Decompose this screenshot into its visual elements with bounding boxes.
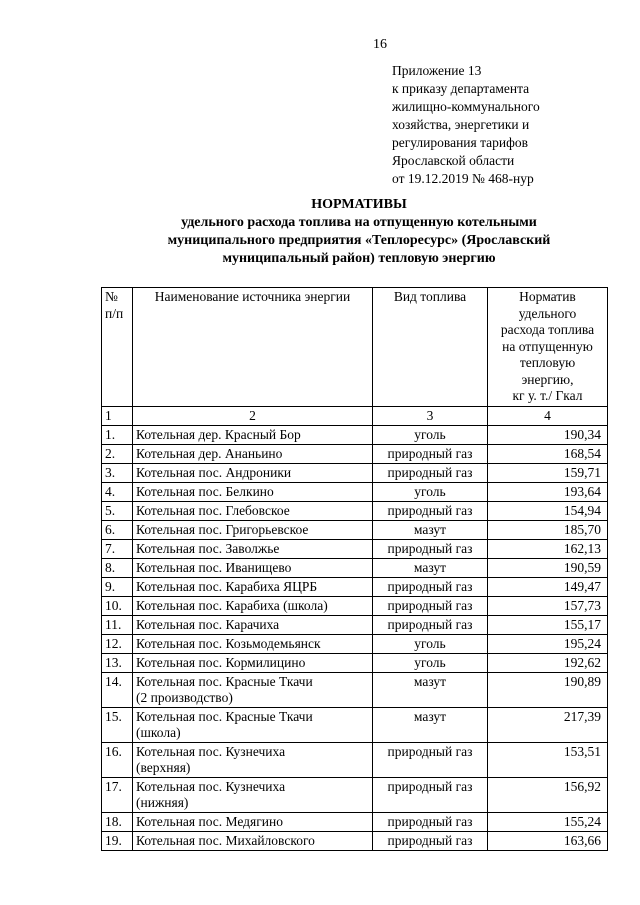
- row-source-name: [133, 831, 373, 850]
- row-source-name: [133, 577, 373, 596]
- appendix-line: от 19.12.2019 № 468-нур: [392, 171, 534, 186]
- table-row: [102, 444, 608, 463]
- row-source-name: [133, 672, 373, 707]
- row-source-name: [133, 707, 373, 742]
- header-norm-line: кг у. т./ Гкал: [512, 388, 583, 403]
- table-row: [102, 425, 608, 444]
- table-row: [102, 812, 608, 831]
- row-source-name: [133, 615, 373, 634]
- row-source-name-line: Котельная пос. Кузнечиха: [136, 743, 286, 759]
- row-num: 12.: [102, 634, 133, 653]
- table-row: [102, 707, 608, 742]
- row-source-name-line: Котельная пос. Кормилицино: [136, 654, 306, 670]
- row-num: 1.: [102, 425, 133, 444]
- row-fuel-type: уголь: [373, 653, 488, 672]
- row-norm-value: 192,62: [488, 653, 608, 672]
- row-source-name-line: (нижняя): [136, 794, 189, 810]
- table-row: [102, 520, 608, 539]
- row-source-name-line: Котельная пос. Белкино: [136, 483, 274, 499]
- row-num: 14.: [102, 672, 133, 707]
- table-row: [102, 463, 608, 482]
- appendix-line: к приказу департамента: [392, 81, 530, 96]
- row-source-name-line: Котельная дер. Ананьино: [136, 445, 283, 461]
- header-norm-line: на отпущенную: [502, 338, 593, 354]
- row-norm-value: 190,34: [488, 425, 608, 444]
- column-number: 4: [488, 406, 608, 425]
- header-fuel: Вид топлива: [373, 288, 488, 407]
- row-source-name-line: (верхняя): [136, 759, 191, 775]
- row-num: 5.: [102, 501, 133, 520]
- row-fuel-type: природный газ: [373, 615, 488, 634]
- row-norm-value: 190,89: [488, 672, 608, 707]
- header-num: № п/п: [102, 288, 133, 407]
- table-row: [102, 831, 608, 850]
- appendix-line: регулирования тарифов: [392, 135, 529, 150]
- row-norm-value: 159,71: [488, 463, 608, 482]
- row-fuel-type: природный газ: [373, 463, 488, 482]
- appendix-line: жилищно-коммунального: [392, 99, 540, 114]
- row-norm-value: 157,73: [488, 596, 608, 615]
- row-source-name-line: Котельная пос. Иванищево: [136, 559, 292, 575]
- document-title: НОРМАТИВЫ: [311, 197, 407, 212]
- row-norm-value: 162,13: [488, 539, 608, 558]
- appendix-block: [392, 62, 540, 188]
- row-source-name: [133, 558, 373, 577]
- row-source-name-line: Котельная пос. Медягино: [136, 813, 283, 829]
- header-name: Наименование источника энергии: [133, 288, 373, 407]
- row-norm-value: 217,39: [488, 707, 608, 742]
- row-source-name-line: Котельная пос. Глебовское: [136, 502, 290, 518]
- row-source-name: [133, 596, 373, 615]
- row-fuel-type: уголь: [373, 482, 488, 501]
- table-row: [102, 672, 608, 707]
- row-source-name-line: Котельная пос. Карачиха: [136, 616, 280, 632]
- row-num: 19.: [102, 831, 133, 850]
- row-source-name-line: Котельная пос. Кузнечиха: [136, 778, 286, 794]
- column-number: 1: [102, 406, 133, 425]
- row-source-name-line: Котельная пос. Карабиха (школа): [136, 597, 328, 613]
- table-row: [102, 482, 608, 501]
- row-source-name: [133, 653, 373, 672]
- header-norm-line: Норматив: [519, 289, 576, 304]
- row-norm-value: 155,17: [488, 615, 608, 634]
- table-row: [102, 558, 608, 577]
- row-norm-value: 149,47: [488, 577, 608, 596]
- row-source-name: [133, 777, 373, 812]
- row-num: 2.: [102, 444, 133, 463]
- row-num: 3.: [102, 463, 133, 482]
- appendix-line: Ярославской области: [392, 153, 515, 168]
- row-norm-value: 156,92: [488, 777, 608, 812]
- table-row: [102, 615, 608, 634]
- row-source-name: [133, 634, 373, 653]
- row-num: 13.: [102, 653, 133, 672]
- row-num: 17.: [102, 777, 133, 812]
- table-row: [102, 777, 608, 812]
- row-norm-value: 168,54: [488, 444, 608, 463]
- row-source-name-line: Котельная дер. Красный Бор: [136, 426, 301, 442]
- table-row: [102, 501, 608, 520]
- table-row: [102, 539, 608, 558]
- row-source-name-line: Котельная пос. Козьмодемьянск: [136, 635, 321, 651]
- row-num: 10.: [102, 596, 133, 615]
- row-source-name: [133, 444, 373, 463]
- header-norm: [488, 288, 608, 407]
- row-norm-value: 163,66: [488, 831, 608, 850]
- row-norm-value: 154,94: [488, 501, 608, 520]
- table-body: [102, 425, 608, 850]
- row-fuel-type: уголь: [373, 634, 488, 653]
- row-fuel-type: природный газ: [373, 501, 488, 520]
- row-num: 16.: [102, 742, 133, 777]
- row-fuel-type: природный газ: [373, 777, 488, 812]
- row-num: 9.: [102, 577, 133, 596]
- row-source-name: [133, 520, 373, 539]
- table-row: [102, 596, 608, 615]
- page-number: 16: [373, 37, 387, 52]
- table-row: [102, 577, 608, 596]
- row-source-name: [133, 425, 373, 444]
- row-fuel-type: мазут: [373, 672, 488, 707]
- row-num: 11.: [102, 615, 133, 634]
- row-norm-value: 155,24: [488, 812, 608, 831]
- row-num: 4.: [102, 482, 133, 501]
- row-source-name: [133, 501, 373, 520]
- row-source-name: [133, 742, 373, 777]
- appendix-line: хозяйства, энергетики и: [392, 117, 530, 132]
- row-num: 18.: [102, 812, 133, 831]
- header-norm-line: энергию,: [521, 371, 574, 387]
- row-norm-value: 195,24: [488, 634, 608, 653]
- document-subtitle-line: муниципальный район) тепловую энергию: [222, 251, 496, 266]
- row-source-name-line: (2 производство): [136, 689, 233, 705]
- row-source-name-line: Котельная пос. Михайловского: [136, 832, 315, 848]
- row-norm-value: 153,51: [488, 742, 608, 777]
- row-num: 15.: [102, 707, 133, 742]
- row-fuel-type: природный газ: [373, 812, 488, 831]
- row-source-name-line: Котельная пос. Андроники: [136, 464, 292, 480]
- table-row: [102, 742, 608, 777]
- column-number-row: [102, 406, 608, 425]
- table-header-row: [102, 288, 608, 407]
- row-source-name: [133, 812, 373, 831]
- row-norm-value: 193,64: [488, 482, 608, 501]
- row-norm-value: 190,59: [488, 558, 608, 577]
- row-fuel-type: мазут: [373, 558, 488, 577]
- table-row: [102, 653, 608, 672]
- row-source-name-line: Котельная пос. Карабиха ЯЦРБ: [136, 578, 318, 594]
- row-source-name-line: (школа): [136, 724, 181, 740]
- header-norm-line: тепловую: [519, 355, 576, 370]
- row-fuel-type: природный газ: [373, 831, 488, 850]
- table-row: [102, 634, 608, 653]
- row-fuel-type: мазут: [373, 707, 488, 742]
- column-number: 3: [373, 406, 488, 425]
- document-subtitle-line: муниципального предприятия «Теплоресурс» (Ярославский: [167, 233, 551, 248]
- row-num: 8.: [102, 558, 133, 577]
- document-heading: [100, 196, 618, 268]
- header-norm-line: удельного: [518, 305, 577, 321]
- row-source-name-line: Котельная пос. Красные Ткачи: [136, 673, 313, 689]
- row-num: 7.: [102, 539, 133, 558]
- row-source-name: [133, 539, 373, 558]
- row-fuel-type: природный газ: [373, 596, 488, 615]
- row-fuel-type: мазут: [373, 520, 488, 539]
- document-subtitle-line: удельного расхода топлива на отпущенную котельными: [181, 215, 537, 230]
- row-source-name: [133, 482, 373, 501]
- row-fuel-type: уголь: [373, 425, 488, 444]
- appendix-line: Приложение 13: [392, 63, 482, 78]
- row-num: 6.: [102, 520, 133, 539]
- row-fuel-type: природный газ: [373, 539, 488, 558]
- row-source-name-line: Котельная пос. Заволжье: [136, 540, 280, 556]
- row-fuel-type: природный газ: [373, 577, 488, 596]
- row-source-name: [133, 463, 373, 482]
- norms-table: [101, 287, 608, 851]
- row-source-name-line: Котельная пос. Красные Ткачи: [136, 708, 313, 724]
- row-fuel-type: природный газ: [373, 742, 488, 777]
- row-fuel-type: природный газ: [373, 444, 488, 463]
- column-number: 2: [133, 406, 373, 425]
- header-norm-line: расхода топлива: [500, 322, 595, 337]
- row-source-name-line: Котельная пос. Григорьевское: [136, 521, 309, 537]
- row-norm-value: 185,70: [488, 520, 608, 539]
